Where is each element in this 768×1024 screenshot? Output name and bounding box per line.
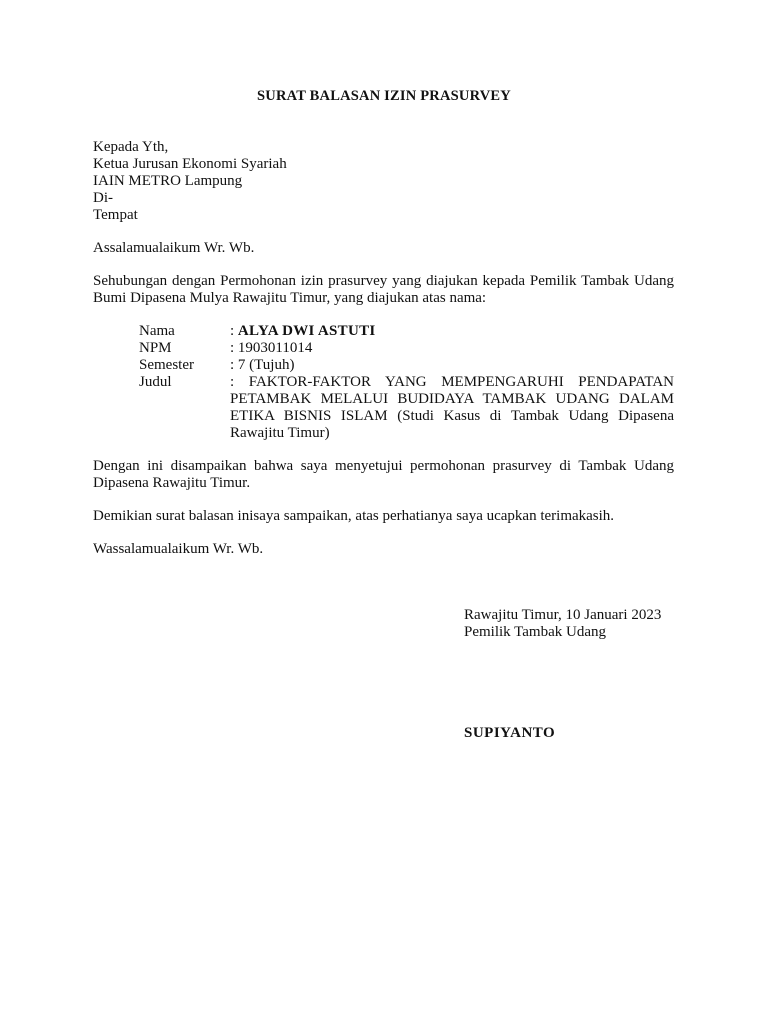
letter-title: SURAT BALASAN IZIN PRASURVEY (257, 88, 511, 104)
recipient-line-salutation: Kepada Yth, (93, 139, 169, 155)
thanks-paragraph: Demikian surat balasan inisaya sampaikan, atas perhatianya saya ucapkan terimakasih. (93, 508, 615, 524)
info-row-title (139, 374, 674, 442)
info-value-semester: 7 (Tujuh) (237, 357, 295, 373)
info-separator: : (230, 323, 235, 339)
info-label-name: Nama (139, 323, 175, 339)
recipient-line-institution: IAIN METRO Lampung (93, 173, 243, 189)
info-value-name-wrap (230, 323, 674, 340)
info-separator: : (230, 357, 235, 373)
intro-paragraph: Sehubungan dengan Permohonan izin prasurvey yang diajukan kepada Pemilik Tambak Udang Bumi Dipasena Mulya Rawajitu Timur, yang diajukan atas nama: (93, 273, 674, 306)
info-row-semester (139, 357, 674, 374)
info-separator: : (230, 340, 235, 356)
info-separator: : (230, 374, 235, 390)
info-value-semester-wrap (230, 357, 674, 374)
signature-place-date: Rawajitu Timur, 10 Januari 2023 (464, 607, 662, 623)
info-label-semester: Semester (139, 357, 194, 373)
info-value-npm: 1903011014 (237, 340, 313, 356)
approval-paragraph: Dengan ini disampaikan bahwa saya menyetujui permohonan prasurvey di Tambak Udang Dipasena Rawajitu Timur. (93, 458, 674, 491)
info-row-name (139, 323, 674, 340)
recipient-line-place: Tempat (93, 207, 138, 223)
info-value-title-wrap (230, 374, 674, 442)
info-value-npm-wrap (230, 340, 674, 357)
info-label-npm: NPM (139, 340, 172, 356)
info-label-title: Judul (139, 374, 172, 390)
info-value-title: FAKTOR-FAKTOR YANG MEMPENGARUHI PENDAPATAN PETAMBAK MELALUI BUDIDAYA TAMBAK UDANG DALAM ETIKA BISNIS ISLAM (Studi Kasus di Tambak Udang Dipasena Rawajitu Timur) (230, 374, 675, 441)
info-value-name: ALYA DWI ASTUTI (237, 323, 376, 339)
opening-greeting: Assalamualaikum Wr. Wb. (93, 240, 255, 256)
signature-name: SUPIYANTO (464, 725, 556, 741)
recipient-line-position: Ketua Jurusan Ekonomi Syariah (93, 156, 287, 172)
recipient-line-di: Di- (93, 190, 113, 206)
signature-role: Pemilik Tambak Udang (464, 624, 606, 640)
info-row-npm (139, 340, 674, 357)
recipient-address (93, 139, 674, 224)
closing-greeting: Wassalamualaikum Wr. Wb. (93, 541, 264, 557)
student-info (139, 323, 674, 442)
